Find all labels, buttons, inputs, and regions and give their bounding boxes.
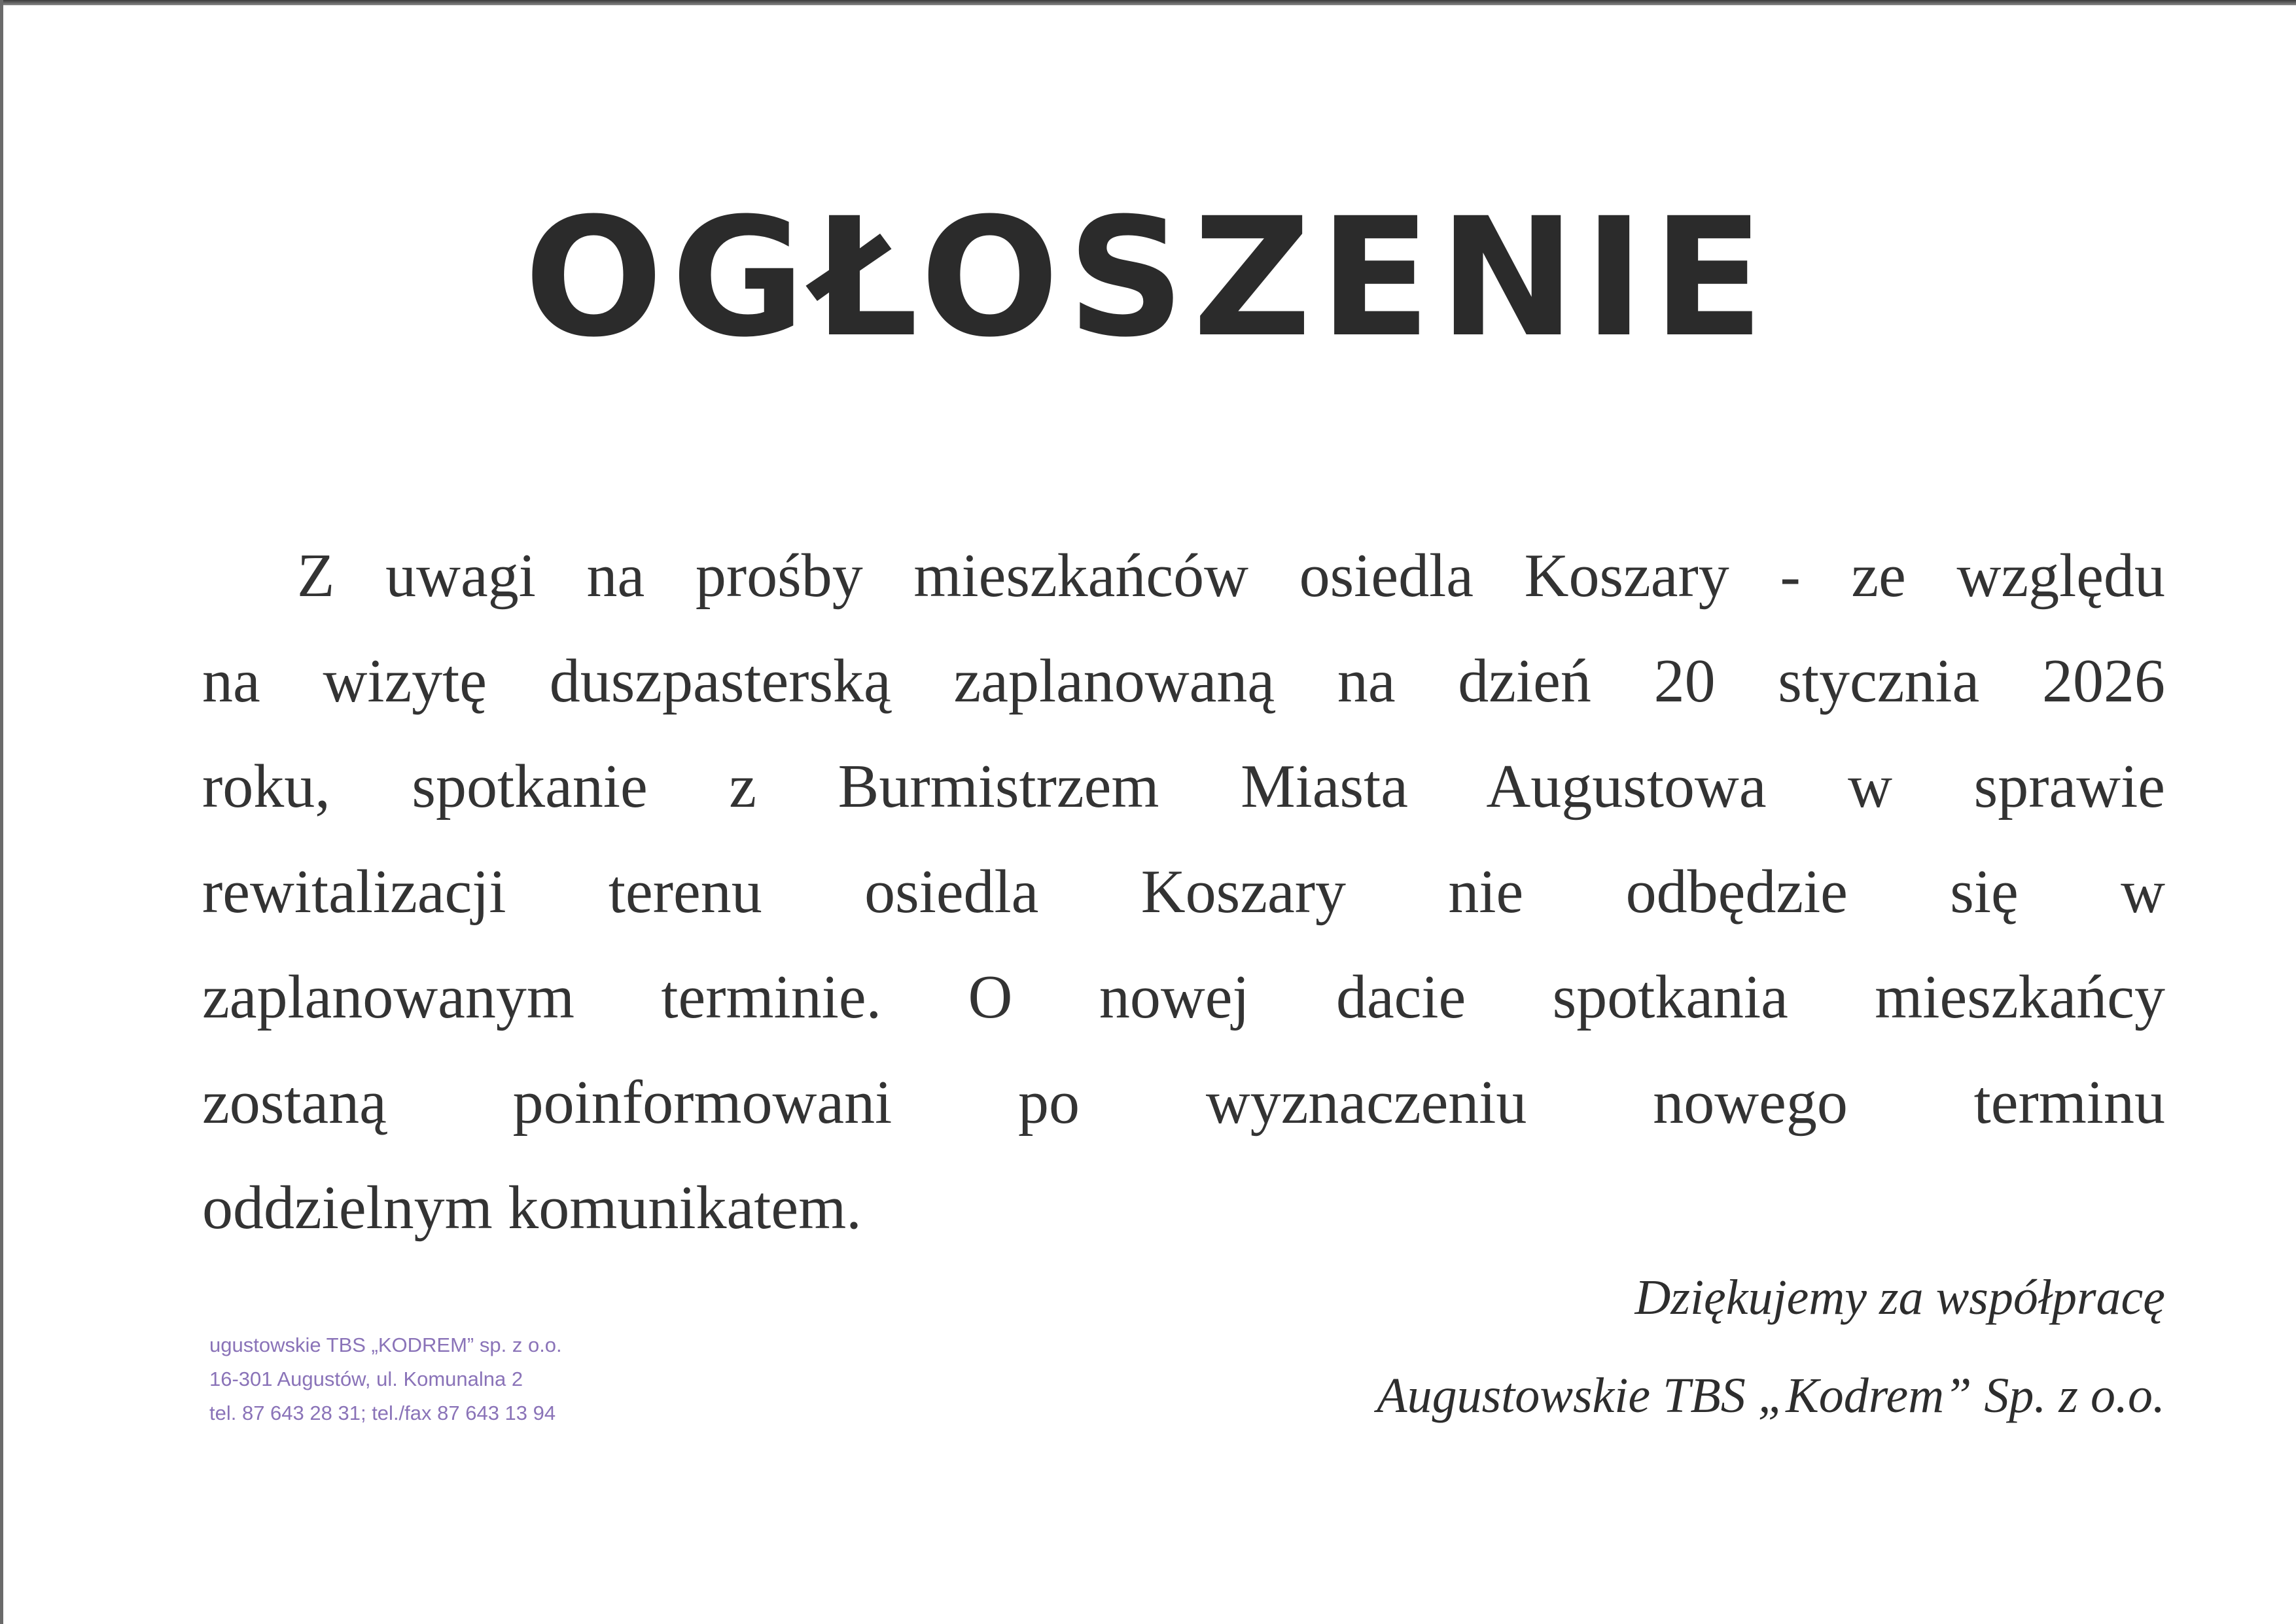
announcement-title: OGŁOSZENIE: [524, 183, 1772, 373]
body-line-2: na wizytę duszpasterską zaplanowaną na dzień 20 stycznia 2026: [202, 647, 2165, 715]
company-stamp: [209, 1328, 576, 1430]
body-line-3: roku, spotkanie z Burmistrzem Miasta Augustowa w sprawie: [202, 752, 2165, 821]
stamp-line-company: ugustowskie TBS „KODREM” sp. z o.o.: [209, 1333, 562, 1356]
announcement-body: [202, 523, 2165, 1261]
scan-edge-top: [0, 0, 2296, 5]
signature-thanks: Dziękujemy za współpracę: [1634, 1270, 2165, 1325]
body-line-7: oddzielnym komunikatem.: [202, 1174, 862, 1242]
body-line-6: zostaną poinformowani po wyznaczeniu nowego terminu: [202, 1068, 2165, 1137]
signature-company: Augustowskie TBS „Kodrem” Sp. z o.o.: [1377, 1368, 2165, 1423]
stamp-line-address: 16-301 Augustów, ul. Komunalna 2: [209, 1368, 523, 1390]
body-line-5: zaplanowanym terminie. O nowej dacie spotkania mieszkańcy: [202, 963, 2165, 1031]
stamp-line-phone: tel. 87 643 28 31; tel./fax 87 643 13 94: [209, 1402, 556, 1424]
body-line-4: rewitalizacji terenu osiedla Koszary nie odbędzie się w: [202, 858, 2165, 926]
body-line-1: Z uwagi na prośby mieszkańców osiedla Koszary - ze względu: [297, 542, 2165, 610]
